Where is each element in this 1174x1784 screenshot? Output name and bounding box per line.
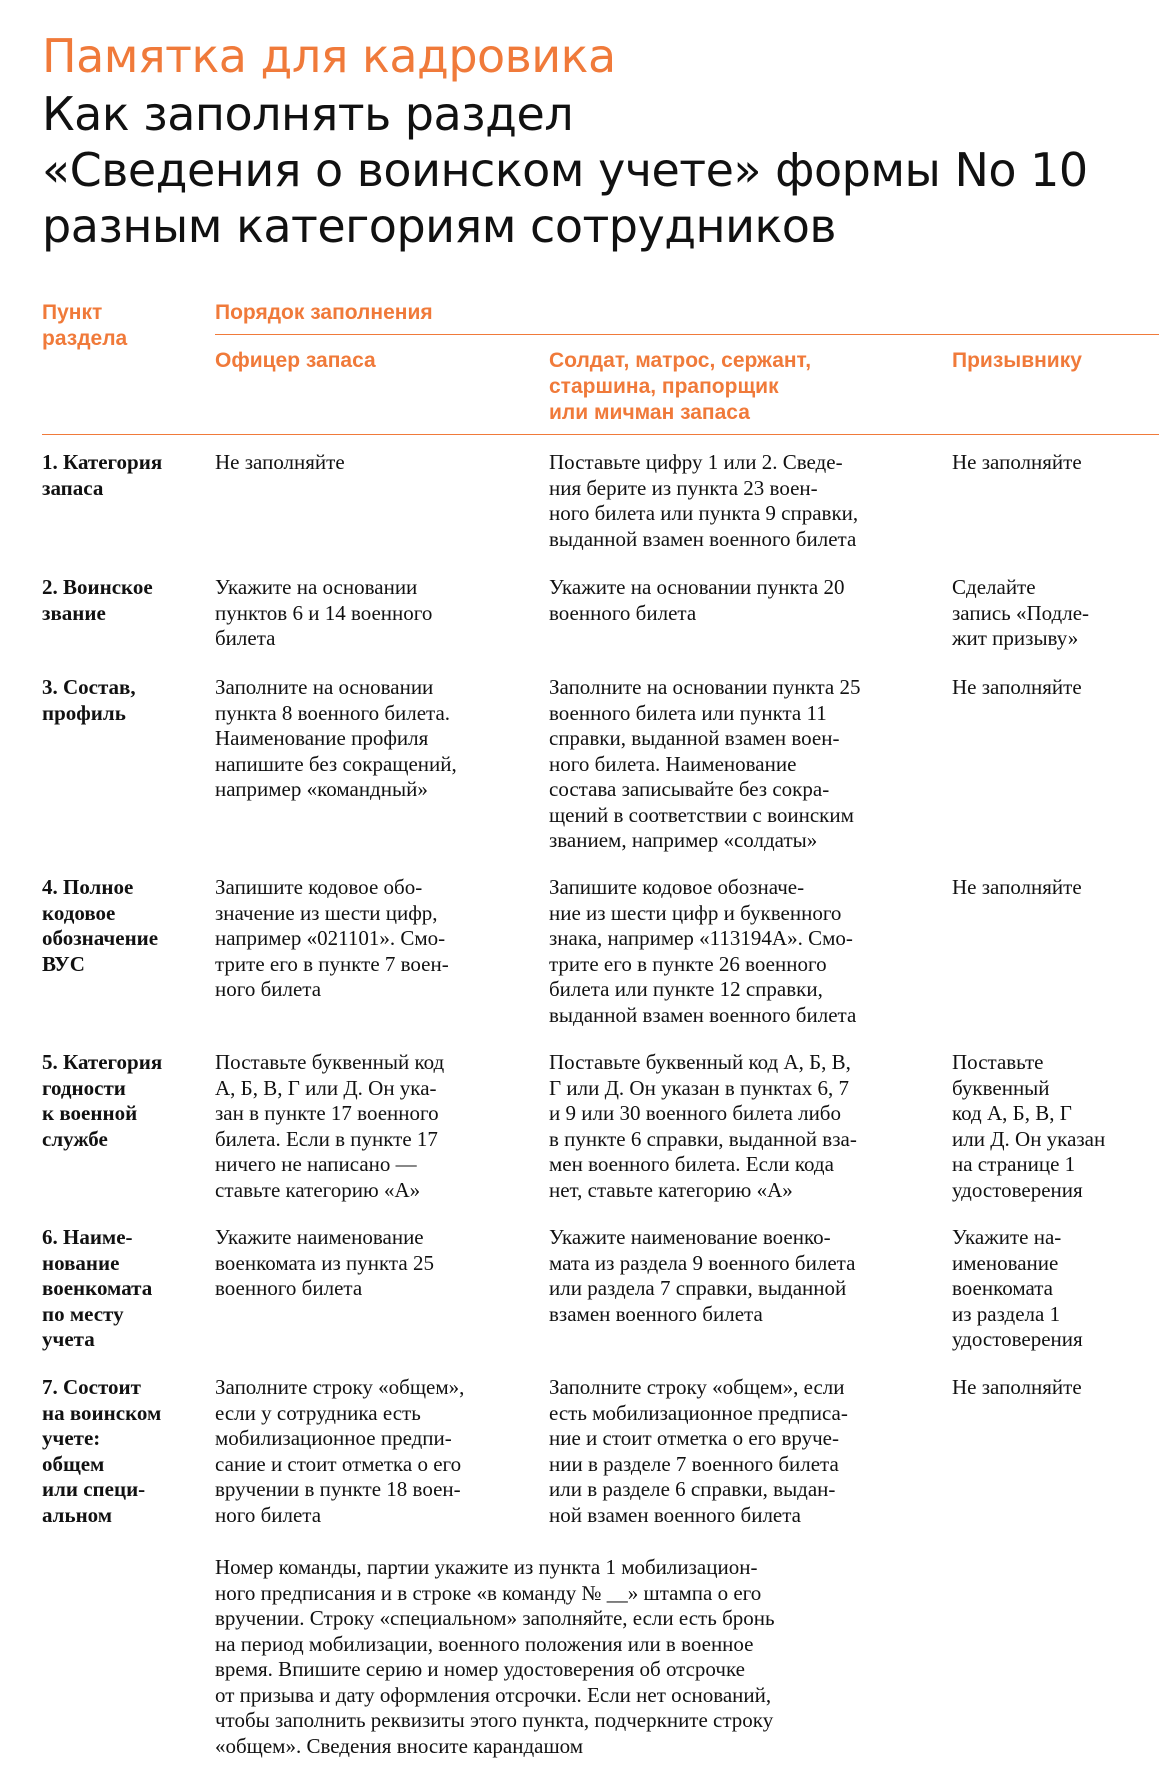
officer-cell-line: Наименование профиля	[215, 726, 429, 750]
row-label-line: ВУС	[42, 951, 85, 976]
footnote-line: вручении. Строку «специальном» заполняйте, если есть бронь	[215, 1606, 775, 1630]
soldier-cell-line: выданной взамен военного билета	[549, 1002, 857, 1027]
row-label	[42, 1225, 152, 1353]
conscript-cell-line: Сделайте	[952, 575, 1036, 599]
officer-cell-line: ного билета	[215, 977, 322, 1001]
officer-cell-line: Заполните строку «общем»,	[215, 1375, 465, 1399]
conscript-cell-line: Укажите на-	[952, 1225, 1062, 1249]
officer-cell-line: значение из шести цифр,	[215, 900, 438, 925]
title-line: разным категориям сотрудников	[42, 199, 837, 253]
conscript-cell-line: именование	[952, 1250, 1059, 1275]
row-label	[42, 675, 136, 726]
officer-cell-line: напишите без сокращений,	[215, 751, 457, 776]
soldier-cell-line: щений в соответствии с воинским	[549, 802, 854, 827]
soldier-cell-line: трите его в пункте 26 военного	[549, 951, 827, 976]
soldier-cell-line: Заполните на основании пункта 25	[549, 675, 861, 699]
soldier-cell-line: Поставьте цифру 1 или 2. Сведе-	[549, 450, 843, 474]
row-label-line: службе	[42, 1126, 108, 1151]
officer-cell	[215, 1225, 434, 1302]
officer-cell-line: например «командный»	[215, 777, 428, 801]
officer-cell-line: Заполните на основании	[215, 675, 434, 699]
soldier-cell-line: мен военного билета. Если кода	[549, 1152, 834, 1176]
conscript-cell-line: жит призыву»	[952, 626, 1079, 650]
footnote-line: чтобы заполнить реквизиты этого пункта, подчеркните строку	[215, 1708, 774, 1732]
footnote-line: на период мобилизации, военного положения или в военное	[215, 1631, 754, 1656]
row-label-line: по месту	[42, 1301, 124, 1326]
soldier-cell-line: Г или Д. Он указан в пунктах 6, 7	[549, 1075, 849, 1100]
header-officer: Офицер запаса	[215, 349, 376, 372]
officer-cell-line: Запишите кодовое обо-	[215, 875, 423, 899]
conscript-cell-line: удостоверения	[952, 1327, 1083, 1351]
officer-cell	[215, 675, 457, 803]
header-procedure: Порядок заполнения	[215, 301, 433, 324]
soldier-cell-line: справки, выданной взамен воен-	[549, 726, 840, 750]
soldier-cell	[549, 1375, 848, 1528]
conscript-cell-line: или Д. Он указан	[952, 1126, 1106, 1151]
title-line: «Сведения о воинском учете» формы No 10	[42, 143, 1088, 197]
row-label-line: обозначение	[42, 926, 159, 950]
officer-cell-line: билета. Если в пункте 17	[215, 1126, 438, 1151]
conscript-cell	[952, 450, 1082, 476]
officer-cell-line: военного билета	[215, 1276, 363, 1300]
header-soldier-line: старшина, прапорщик	[549, 375, 779, 398]
soldier-cell-line: военного билета	[549, 600, 697, 625]
footnote	[215, 1555, 775, 1759]
footnote-line: от призыва и дату оформления отсрочки. Если нет оснований,	[215, 1682, 772, 1707]
soldier-cell	[549, 675, 860, 854]
header-soldier	[549, 348, 811, 426]
conscript-cell-line: Не заполняйте	[952, 875, 1082, 899]
soldier-cell-line: ние и стоит отметка о его вруче-	[549, 1426, 839, 1450]
page-title	[42, 86, 1088, 254]
row-label-line: профиль	[42, 700, 126, 725]
officer-cell	[215, 450, 345, 476]
header-item-line: Пункт	[42, 301, 103, 324]
officer-cell-line: Не заполняйте	[215, 450, 345, 474]
soldier-cell-line: ной взамен военного билета	[549, 1502, 801, 1527]
row-label-line: запаса	[42, 475, 104, 500]
header-soldier-line: Солдат, матрос, сержант,	[549, 349, 812, 372]
officer-cell-line: билета	[215, 626, 276, 650]
soldier-cell-line: Укажите на основании пункта 20	[549, 575, 845, 599]
conscript-cell-line: удостоверения	[952, 1177, 1083, 1202]
kicker-title: Памятка для кадровика	[42, 29, 616, 83]
row-label-line: военкомата	[42, 1276, 153, 1300]
officer-cell-line: ставьте категорию «А»	[215, 1177, 421, 1202]
footnote-line: «общем». Сведения вносите карандашом	[215, 1733, 584, 1758]
conscript-cell	[952, 1375, 1082, 1401]
header-soldier-line: или мичман запаса	[549, 401, 750, 424]
officer-cell-line: Поставьте буквенный код	[215, 1050, 445, 1074]
soldier-cell-line: взамен военного билета	[549, 1301, 763, 1326]
row-label	[42, 875, 158, 977]
row-label	[42, 450, 162, 501]
conscript-cell	[952, 1225, 1083, 1353]
row-label-line: к военной	[42, 1101, 138, 1125]
soldier-cell-line: есть мобилизационное предписа-	[549, 1400, 848, 1425]
row-label-line: звание	[42, 600, 106, 625]
officer-cell-line: трите его в пункте 7 воен-	[215, 951, 449, 976]
footnote-line: ного предписания и в строке «в команду № __» штампа о его	[215, 1580, 762, 1605]
soldier-cell-line: военного билета или пункта 11	[549, 700, 827, 725]
row-label-line: кодовое	[42, 900, 116, 925]
soldier-cell-line: или в разделе 6 справки, выдан-	[549, 1477, 836, 1501]
row-label-line: на воинском	[42, 1400, 162, 1425]
conscript-cell-line: из раздела 1	[952, 1301, 1061, 1326]
soldier-cell-line: знака, например «113194А». Смо-	[549, 926, 853, 950]
soldier-cell	[549, 1050, 857, 1203]
row-label-line: общем	[42, 1451, 105, 1476]
header-item	[42, 300, 127, 352]
row-label-line: 3. Состав,	[42, 675, 136, 699]
soldier-cell	[549, 450, 858, 552]
title-line: Как заполнять раздел	[42, 87, 574, 141]
officer-cell-line: военкомата из пункта 25	[215, 1250, 434, 1275]
soldier-cell-line: Укажите наименование военко-	[549, 1225, 831, 1249]
soldier-cell-line: или раздела 7 справки, выданной	[549, 1276, 847, 1300]
soldier-cell-line: званием, например «солдаты»	[549, 828, 818, 852]
officer-cell-line: мобилизационное предпи-	[215, 1426, 452, 1450]
soldier-cell-line: ного билета. Наименование	[549, 751, 797, 776]
conscript-cell	[952, 675, 1082, 701]
conscript-cell-line: Не заполняйте	[952, 450, 1082, 474]
soldier-cell-line: нии в разделе 7 военного билета	[549, 1451, 839, 1476]
officer-cell-line: сание и стоит отметка о его	[215, 1451, 462, 1476]
soldier-cell-line: нет, ставьте категорию «А»	[549, 1177, 793, 1202]
header-conscript: Призывнику	[952, 349, 1082, 372]
row-label-line: 4. Полное	[42, 875, 134, 899]
soldier-cell-line: ния берите из пункта 23 воен-	[549, 475, 818, 500]
footnote-line: время. Впишите серию и номер удостоверения об отсрочке	[215, 1657, 745, 1681]
header-bottom-rule	[42, 434, 1159, 435]
soldier-cell-line: билета или пункте 12 справки,	[549, 977, 823, 1001]
officer-cell-line: Укажите наименование	[215, 1225, 424, 1249]
officer-cell-line: зан в пункте 17 военного	[215, 1101, 439, 1125]
soldier-cell	[549, 575, 844, 626]
conscript-cell	[952, 875, 1082, 901]
row-label	[42, 1050, 162, 1152]
soldier-cell	[549, 875, 856, 1028]
conscript-cell	[952, 575, 1089, 652]
soldier-cell-line: Заполните строку «общем», если	[549, 1375, 845, 1399]
officer-cell-line: если у сотрудника есть	[215, 1400, 421, 1425]
officer-cell-line: Укажите на основании	[215, 575, 418, 599]
conscript-cell-line: запись «Подле-	[952, 600, 1090, 625]
soldier-cell-line: ного билета или пункта 9 справки,	[549, 501, 859, 525]
soldier-cell-line: и 9 или 30 военного билета либо	[549, 1101, 841, 1125]
row-label-line: 2. Воинское	[42, 575, 153, 599]
officer-cell-line: ничего не написано —	[215, 1152, 417, 1176]
row-label	[42, 1375, 161, 1528]
officer-cell-line: А, Б, В, Г или Д. Он ука-	[215, 1075, 437, 1100]
row-label-line: нование	[42, 1250, 120, 1275]
soldier-cell-line: Запишите кодовое обозначе-	[549, 875, 805, 899]
officer-cell-line: вручении в пункте 18 воен-	[215, 1477, 461, 1501]
soldier-cell-line: выданной взамен военного билета	[549, 526, 857, 551]
officer-cell-line: пунктов 6 и 14 военного	[215, 600, 433, 625]
conscript-cell-line: Не заполняйте	[952, 1375, 1082, 1399]
conscript-cell-line: военкомата	[952, 1276, 1054, 1300]
row-label-line: 5. Категория	[42, 1050, 163, 1074]
officer-cell-line: пункта 8 военного билета.	[215, 700, 451, 725]
row-label-line: учета	[42, 1327, 95, 1351]
officer-cell	[215, 575, 432, 652]
officer-cell-line: например «021101». Смо-	[215, 926, 446, 950]
row-label-line: 1. Категория	[42, 450, 163, 474]
row-label-line: альном	[42, 1502, 113, 1527]
officer-cell	[215, 1375, 464, 1528]
soldier-cell-line: ние из шести цифр и буквенного	[549, 900, 842, 925]
row-label-line: или специ-	[42, 1477, 146, 1501]
row-label-line: 6. Наиме-	[42, 1225, 133, 1249]
row-label-line: учете:	[42, 1426, 101, 1450]
officer-cell-line: ного билета	[215, 1502, 322, 1527]
header-divider	[215, 334, 1159, 335]
footnote-line: Номер команды, партии укажите из пункта 1 мобилизацион-	[215, 1555, 758, 1579]
header-item-line: раздела	[42, 327, 128, 350]
conscript-cell-line: код А, Б, В, Г	[952, 1101, 1072, 1125]
conscript-cell-line: буквенный	[952, 1075, 1050, 1100]
conscript-cell	[952, 1050, 1105, 1203]
conscript-cell-line: на странице 1	[952, 1152, 1076, 1176]
soldier-cell-line: в пункте 6 справки, выданной вза-	[549, 1126, 857, 1151]
conscript-cell-line: Поставьте	[952, 1050, 1044, 1074]
officer-cell	[215, 875, 449, 1003]
soldier-cell	[549, 1225, 855, 1327]
soldier-cell-line: мата из раздела 9 военного билета	[549, 1250, 856, 1275]
soldier-cell-line: Поставьте буквенный код А, Б, В,	[549, 1050, 851, 1074]
row-label-line: годности	[42, 1075, 126, 1100]
conscript-cell-line: Не заполняйте	[952, 675, 1082, 699]
soldier-cell-line: состава записывайте без сокра-	[549, 777, 830, 801]
row-label	[42, 575, 153, 626]
officer-cell	[215, 1050, 444, 1203]
row-label-line: 7. Состоит	[42, 1375, 141, 1399]
